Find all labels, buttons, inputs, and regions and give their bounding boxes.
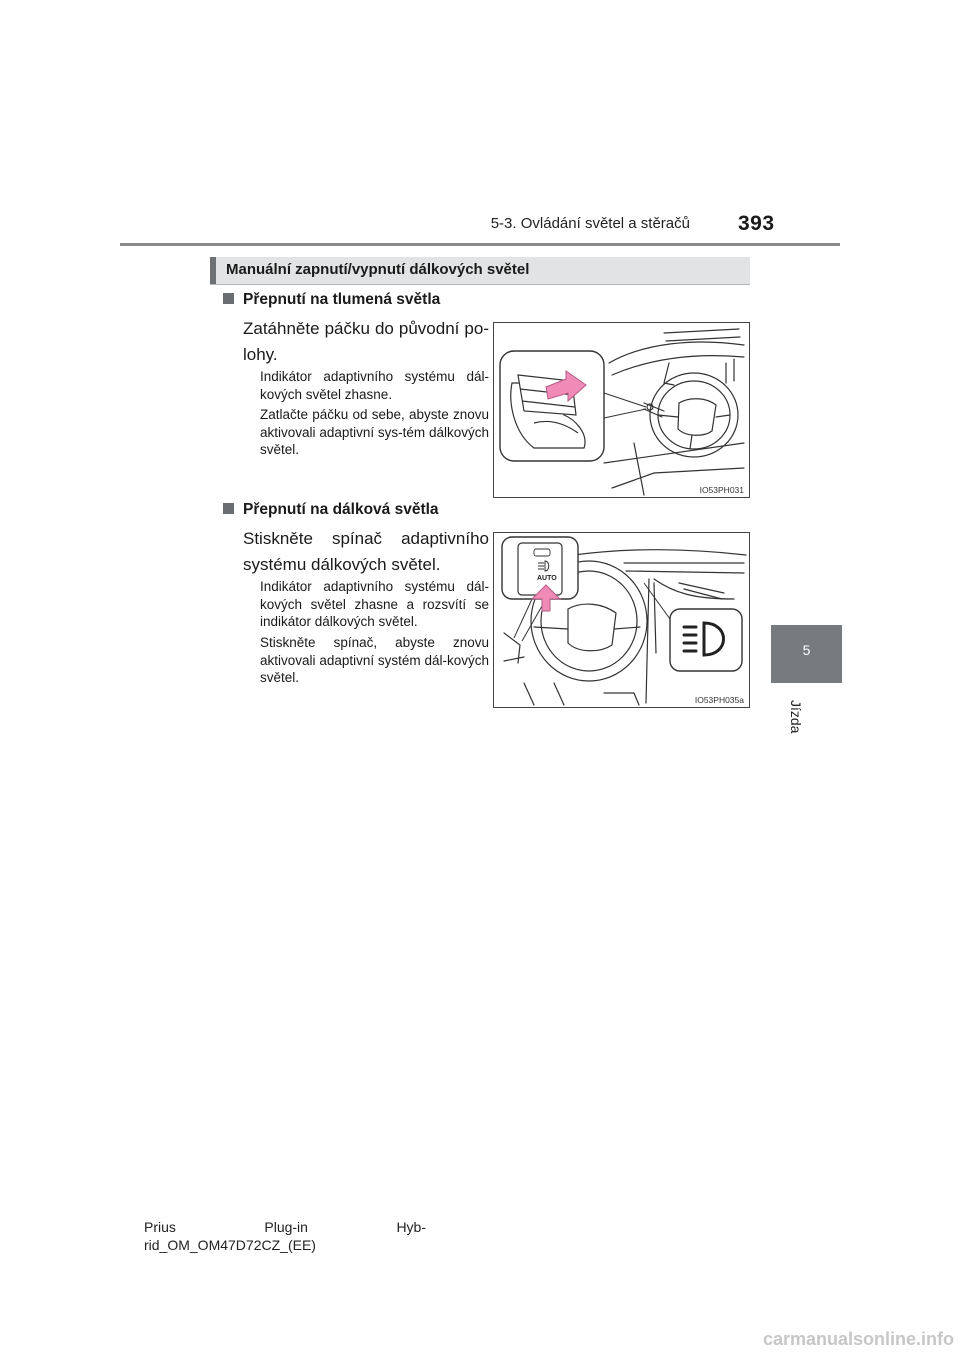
section-title-bar [210, 257, 750, 285]
header-divider [120, 243, 840, 246]
footer-doc-code: rid_OM_OM47D72CZ_(EE) [144, 1237, 316, 1253]
chapter-tab[interactable] [771, 625, 842, 683]
square-bullet-icon [223, 503, 234, 514]
watermark: carmanualsonline.info [762, 1329, 954, 1349]
figure-switch-press [493, 532, 750, 708]
square-bullet-icon [223, 293, 234, 304]
figure-code-lever: IO53PH031 [699, 485, 744, 495]
footer-model-1: Prius [144, 1219, 176, 1235]
subheading-high-beam [223, 501, 439, 519]
switch-press-illustration [494, 533, 749, 707]
instruction-low-beam: Zatáhněte páčku do původní po-lohy. [243, 319, 489, 364]
chapter-label-text: Jízda [788, 700, 804, 734]
page-number: 393 [738, 212, 775, 235]
section-title: Manuální zapnutí/vypnutí dálkových světel [226, 261, 530, 278]
note-low-beam-2: Zatlačte páčku od sebe, abyste znovu aktivovali adaptivní sys-tém dálkových světel. [260, 407, 489, 457]
chapter-label [786, 700, 806, 740]
note-high-beam-2: Stiskněte spínač, abyste znovu aktivovali adaptivní systém dál-kových světel. [260, 635, 489, 685]
chapter-number: 5 [802, 642, 811, 658]
section-title-marker [210, 257, 216, 284]
subheading-low-beam [223, 291, 440, 309]
document-footer [144, 1218, 426, 1254]
note-low-beam-1: Indikátor adaptivního systému dál-kových světel zhasne. [260, 369, 489, 402]
footer-model-2: Plug-in [264, 1219, 308, 1235]
note-high-beam-1: Indikátor adaptivního systému dál-kových světel zhasne a rozsvítí se indikátor dálkových světel. [260, 579, 489, 629]
subheading-low-beam-text: Přepnutí na tlumená světla [243, 291, 441, 308]
lever-pull-illustration [494, 323, 749, 497]
instruction-high-beam: Stiskněte spínač adaptivního systému dálkových světel. [243, 529, 489, 574]
running-header-section: 5-3. Ovládání světel a stěračů [490, 215, 690, 232]
figure-lever-pull [493, 322, 750, 498]
subheading-high-beam-text: Přepnutí na dálková světla [243, 501, 439, 518]
auto-switch-label: AUTO [537, 575, 557, 582]
footer-model-3: Hyb- [396, 1219, 426, 1235]
figure-code-switch: IO53PH035a [694, 695, 744, 705]
